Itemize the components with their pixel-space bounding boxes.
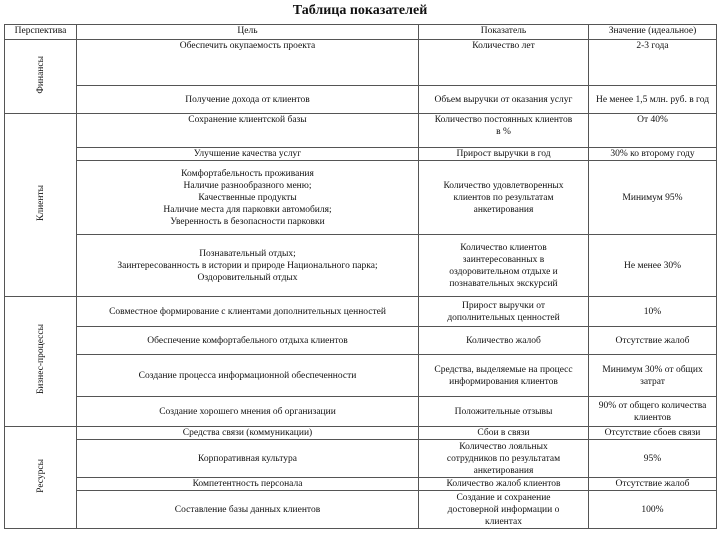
goal-cell	[77, 161, 419, 235]
indicator-cell: Положительные отзывы	[419, 397, 589, 427]
indicator-line: клиентах	[485, 516, 522, 527]
value-cell: От 40%	[589, 114, 717, 148]
indicator-cell: Сбои в связи	[419, 427, 589, 440]
indicator-line: информирования клиентов	[449, 376, 558, 387]
goal-cell: Обеспечить окупаемость проекта	[77, 40, 419, 86]
value-cell: 30% ко второму году	[589, 148, 717, 161]
indicator-cell	[419, 114, 589, 148]
indicator-line: Прирост выручки от	[461, 300, 546, 311]
indicator-line: Количество клиентов	[460, 242, 547, 253]
goal-line: Наличие разнообразного меню;	[183, 180, 312, 191]
value-cell: Отсутствие сбоев связи	[589, 427, 717, 440]
goal-cell: Обеспечение комфортабельного отдыха клиентов	[77, 327, 419, 355]
indicator-line: дополнительных ценностей	[447, 312, 560, 323]
table-row	[5, 40, 717, 86]
value-cell: 100%	[589, 491, 717, 529]
indicator-cell: Количество лет	[419, 40, 589, 86]
value-line: клиентов	[633, 412, 671, 423]
header-row	[5, 25, 717, 40]
indicator-line: Средства, выделяемые на процесс	[434, 364, 573, 375]
value-line: затрат	[640, 376, 665, 387]
indicator-line: достоверной информации о	[447, 504, 560, 515]
indicator-line: оздоровительном отдыхе и	[449, 266, 558, 277]
value-cell: Минимум 95%	[589, 161, 717, 235]
value-cell	[589, 355, 717, 397]
goal-cell: Корпоративная культура	[77, 440, 419, 478]
indicator-line: клиентов по результатам	[453, 192, 554, 203]
indicator-cell: Количество жалоб клиентов	[419, 478, 589, 491]
goal-line: Заинтересованность в истории и природе Национального парка;	[117, 260, 378, 271]
table-row	[5, 114, 717, 148]
indicator-cell	[419, 440, 589, 478]
value-cell: Не менее 1,5 млн. руб. в год	[589, 86, 717, 114]
perspective-clients	[5, 114, 77, 297]
header-indicator: Показатель	[419, 25, 589, 40]
goal-line: Познавательный отдых;	[199, 248, 296, 259]
goal-cell: Создание хорошего мнения об организации	[77, 397, 419, 427]
goal-cell: Средства связи (коммуникации)	[77, 427, 419, 440]
indicator-line: познавательных экскурсий	[449, 278, 558, 289]
perspective-finance	[5, 40, 77, 114]
table-row	[5, 478, 717, 491]
indicator-line: Количество удовлетворенных	[443, 180, 564, 191]
indicator-line: сотрудников по результатам	[446, 453, 561, 464]
goal-cell: Сохранение клиентской базы	[77, 114, 419, 148]
perspective-business	[5, 297, 77, 427]
indicator-line: анкетирования	[473, 204, 534, 215]
value-line: Минимум 30% от общих	[602, 364, 703, 375]
page-title: Таблица показателей	[292, 3, 428, 18]
header-value: Значение (идеальное)	[589, 25, 717, 40]
value-cell: 95%	[589, 440, 717, 478]
goal-line: Комфортабельность проживания	[181, 168, 314, 179]
indicator-line: в %	[496, 127, 511, 137]
indicator-cell: Количество жалоб	[419, 327, 589, 355]
table-row	[5, 235, 717, 297]
indicator-cell: Объем выручки от оказания услуг	[419, 86, 589, 114]
indicator-cell	[419, 355, 589, 397]
table-row	[5, 397, 717, 427]
header-perspective: Перспектива	[5, 25, 77, 40]
indicator-line: анкетирования	[473, 465, 534, 476]
header-goal: Цель	[77, 25, 419, 40]
goal-cell: Составление базы данных клиентов	[77, 491, 419, 529]
goal-cell: Совместное формирование с клиентами дополнительных ценностей	[77, 297, 419, 327]
table-row	[5, 161, 717, 235]
goal-line: Уверенность в безопасности парковки	[170, 216, 325, 227]
indicator-line: заинтересованных в	[462, 254, 545, 265]
table-row	[5, 491, 717, 529]
value-cell: Отсутствие жалоб	[589, 327, 717, 355]
table-row	[5, 297, 717, 327]
goal-cell: Улучшение качества услуг	[77, 148, 419, 161]
value-cell: 2-3 года	[589, 40, 717, 86]
goal-line: Оздоровительный отдых	[197, 272, 298, 283]
perspective-resources	[5, 427, 77, 529]
table-row	[5, 440, 717, 478]
indicator-cell: Прирост выручки в год	[419, 148, 589, 161]
indicator-line: Количество лояльных	[459, 441, 548, 452]
indicators-table	[4, 24, 717, 529]
indicator-line: Создание и сохранение	[456, 492, 551, 503]
indicator-line: Количество постоянных клиентов	[434, 115, 573, 125]
value-cell	[589, 397, 717, 427]
value-line: 90% от общего количества	[598, 400, 707, 411]
value-cell: Отсутствие жалоб	[589, 478, 717, 491]
perspective-finance-label: Финансы	[35, 55, 46, 94]
perspective-clients-label: Клиенты	[35, 185, 46, 221]
table-row	[5, 427, 717, 440]
table-row	[5, 86, 717, 114]
table-row	[5, 148, 717, 161]
indicator-cell	[419, 297, 589, 327]
table-row	[5, 355, 717, 397]
goal-line: Качественные продукты	[198, 192, 297, 203]
table-row	[5, 327, 717, 355]
goal-line: Наличие места для парковки автомобиля;	[163, 204, 332, 215]
goal-cell: Получение дохода от клиентов	[77, 86, 419, 114]
value-cell: Не менее 30%	[589, 235, 717, 297]
perspective-resources-label: Ресурсы	[35, 458, 46, 493]
indicator-cell	[419, 491, 589, 529]
indicator-cell	[419, 235, 589, 297]
goal-cell	[77, 235, 419, 297]
goal-cell: Создание процесса информационной обеспеченности	[77, 355, 419, 397]
value-cell: 10%	[589, 297, 717, 327]
indicator-cell	[419, 161, 589, 235]
goal-cell: Компетентность персонала	[77, 478, 419, 491]
perspective-business-label: Бизнес-процессы	[35, 324, 46, 395]
